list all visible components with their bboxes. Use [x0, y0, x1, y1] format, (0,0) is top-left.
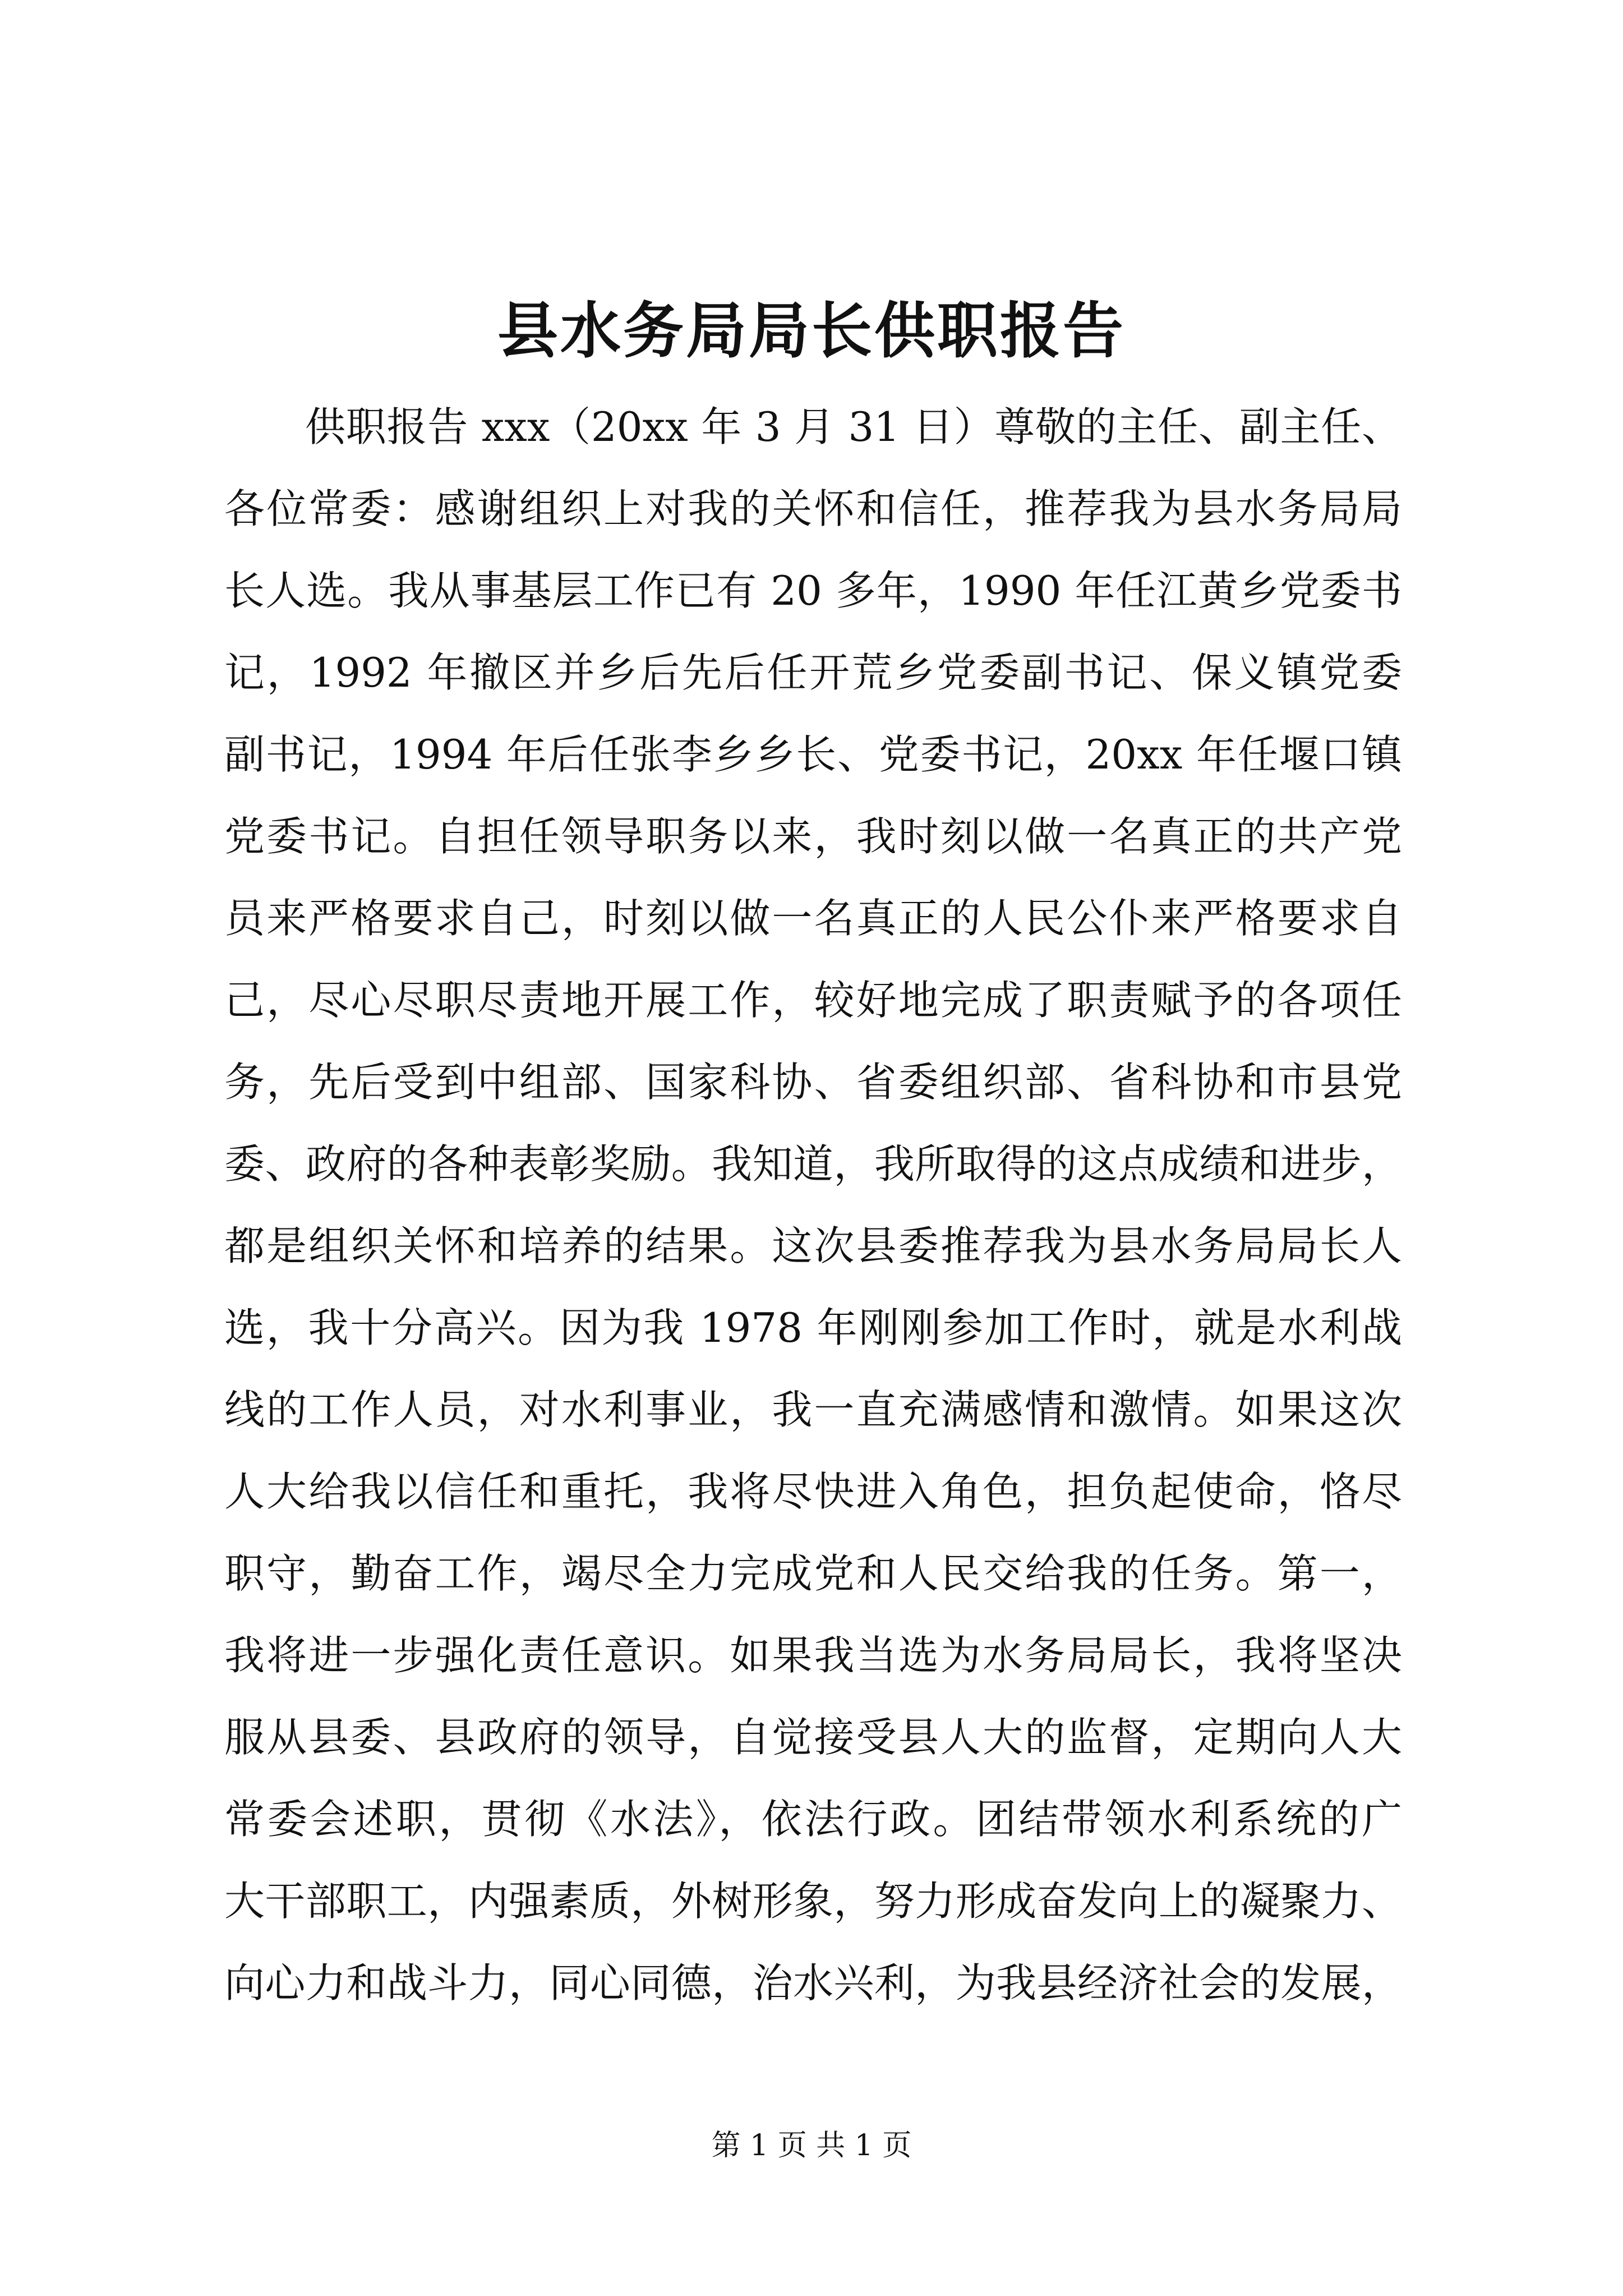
body-line: 服从县委、县政府的领导，自觉接受县人大的监督，定期向人大: [224, 1714, 1402, 1761]
body-line: 职守，勤奋工作，竭尽全力完成党和人民交给我的任务。第一，: [224, 1550, 1402, 1597]
document-title: 县水务局局长供职报告: [497, 296, 1126, 366]
body-line: 供职报告 xxx（20xx 年 3 月 31 日）尊敬的主任、副主任、: [305, 403, 1402, 450]
page-footer: 第 1 页 共 1 页: [711, 2129, 912, 2162]
body-line: 副书记，1994 年后任张李乡乡长、党委书记，20xx 年任堰口镇: [224, 731, 1402, 778]
body-line: 大干部职工，内强素质，外树形象，努力形成奋发向上的凝聚力、: [224, 1878, 1402, 1925]
body-line: 务，先后受到中组部、国家科协、省委组织部、省科协和市县党: [224, 1059, 1402, 1106]
body-line: 选，我十分高兴。因为我 1978 年刚刚参加工作时，就是水利战: [224, 1304, 1402, 1351]
body-line: 己，尽心尽职尽责地开展工作，较好地完成了职责赋予的各项任: [224, 977, 1402, 1024]
body-line: 记，1992 年撤区并乡后先后任开荒乡党委副书记、保义镇党委: [224, 649, 1402, 696]
body-line: 都是组织关怀和培养的结果。这次县委推荐我为县水务局局长人: [224, 1222, 1402, 1269]
body-line: 各位常委：感谢组织上对我的关怀和信任，推荐我为县水务局局: [224, 485, 1402, 532]
body-line: 线的工作人员，对水利事业，我一直充满感情和激情。如果这次: [224, 1386, 1402, 1433]
document-body: [224, 386, 1402, 2024]
body-line: 我将进一步强化责任意识。如果我当选为水务局局长，我将坚决: [224, 1632, 1402, 1679]
body-line: 向心力和战斗力，同心同德，治水兴利，为我县经济社会的发展，: [224, 1959, 1402, 2007]
body-line: 常委会述职，贯彻《水法》，依法行政。团结带领水利系统的广: [224, 1796, 1402, 1843]
body-line: 委、政府的各种表彰奖励。我知道，我所取得的这点成绩和进步，: [224, 1140, 1402, 1188]
body-line: 人大给我以信任和重托，我将尽快进入角色，担负起使命，恪尽: [224, 1468, 1402, 1515]
body-line: 长人选。我从事基层工作已有 20 多年，1990 年任江黄乡党委书: [224, 567, 1402, 614]
body-line: 员来严格要求自己，时刻以做一名真正的人民公仆来严格要求自: [224, 895, 1402, 942]
body-line: 党委书记。自担任领导职务以来，我时刻以做一名真正的共产党: [224, 813, 1402, 860]
